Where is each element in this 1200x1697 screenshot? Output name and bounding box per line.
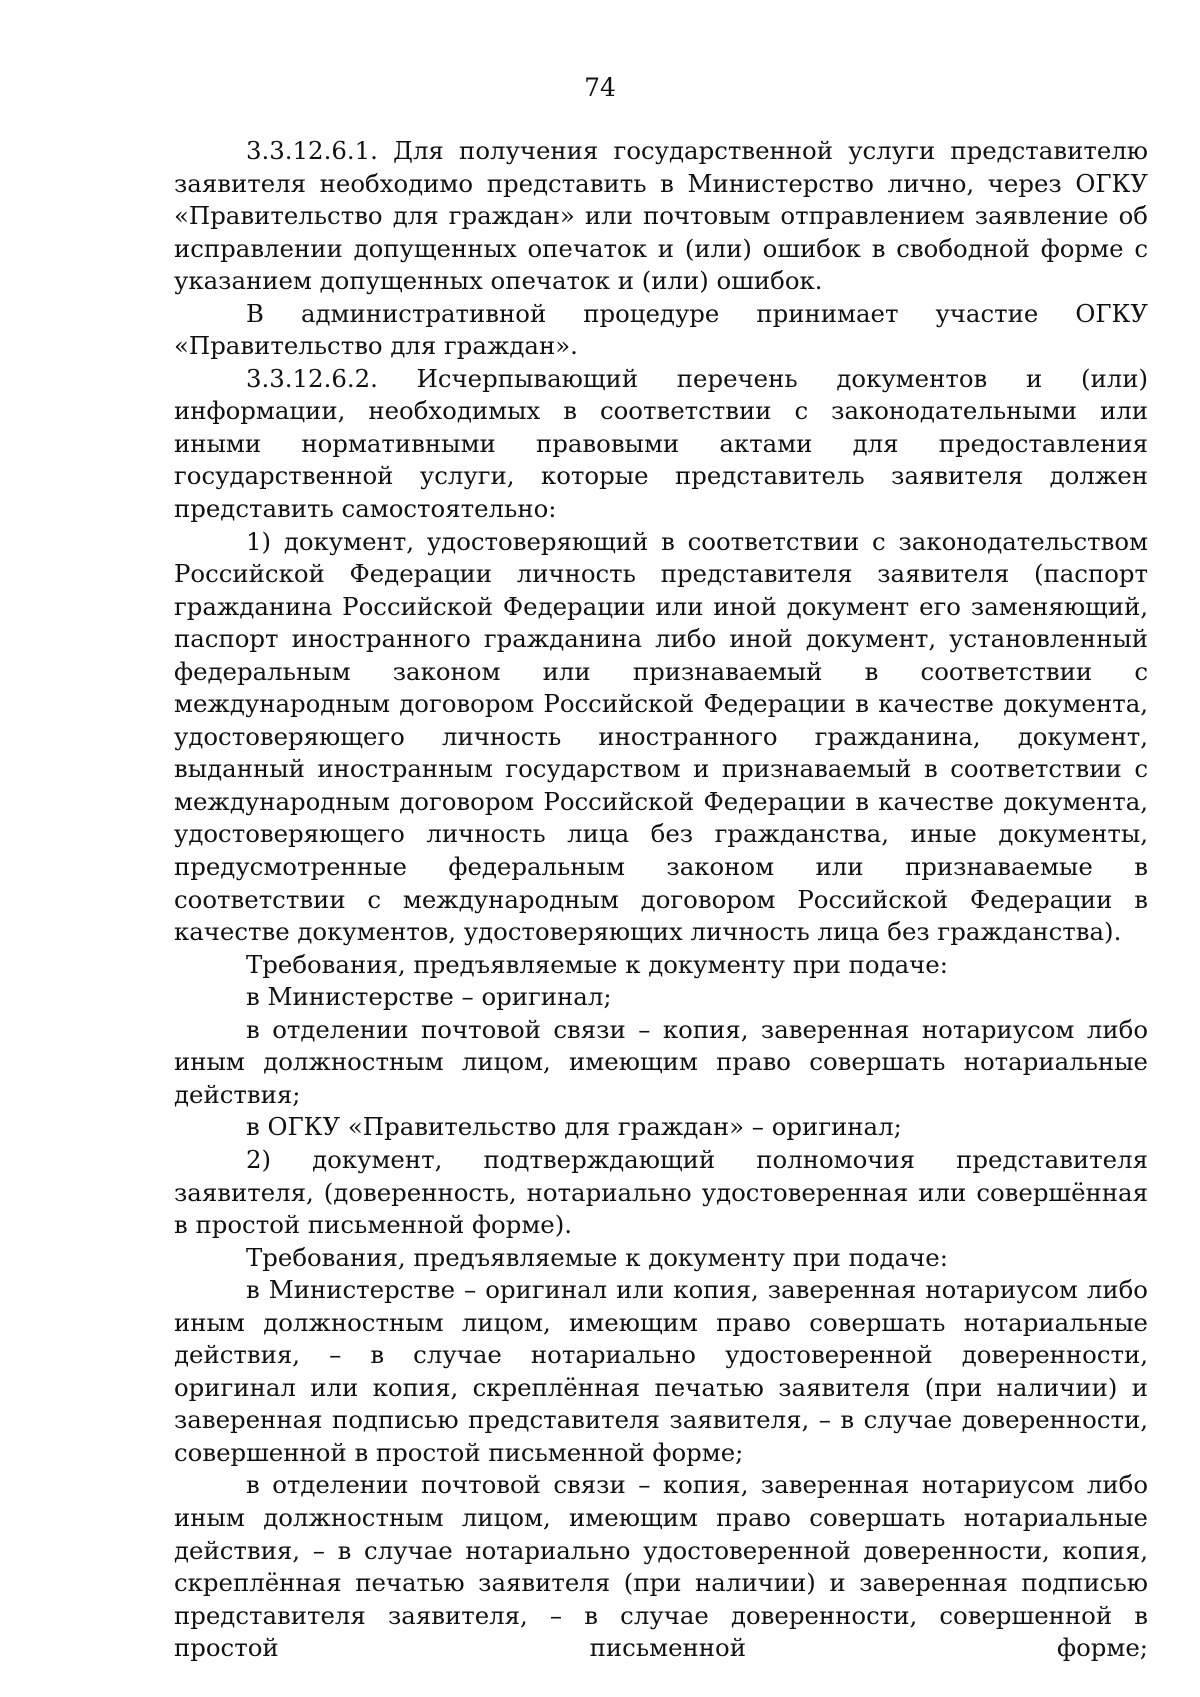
paragraph-ministry-original: в Министерстве – оригинал; xyxy=(246,982,612,1012)
document-body xyxy=(174,135,1148,1665)
page-number: 74 xyxy=(584,73,616,102)
paragraph-procedure-participant: В административной процедуре принимает участие ОГКУ «Правительство для граждан». xyxy=(174,298,1148,361)
paragraph-post-office-copy-2: в отделении почтовой связи – копия, заверенная нотариусом либо иным должностным лицом, имеющим право совершать нотариальные действия, – в случае нотариально удостоверенной доверенности, копия, скреплённая печатью заявителя (при наличии) и заверенная подписью представителя заявителя, – в случае доверенности, совершенной в простой письменной форме; xyxy=(174,1470,1148,1663)
paragraph-item-2-power-of-attorney: 2) документ, подтверждающий полномочия представителя заявителя, (доверенность, нотариально удостоверенная или совершённая в простой письменной форме). xyxy=(174,1144,1148,1240)
paragraph-requirements-heading-1: Требования, предъявляемые к документу при подаче: xyxy=(246,949,948,979)
paragraph-ogku-original: в ОГКУ «Правительство для граждан» – оригинал; xyxy=(246,1112,902,1142)
paragraph-3-3-12-6-2: 3.3.12.6.2. Исчерпывающий перечень документов и (или) информации, необходимых в соответствии с законодательными или иными нормативными правовыми актами для предоставления государственной услуги, которые представитель заявителя должен представить самостоятельно: xyxy=(174,363,1148,524)
paragraph-ministry-original-or-copy: в Министерстве – оригинал или копия, заверенная нотариусом либо иным должностным лицом, имеющим право совершать нотариальные действия, – в случае нотариально удостоверенной доверенности, оригинал или копия, скреплённая печатью заявителя (при наличии) и заверенная подписью представителя заявителя, – в случае доверенности, совершенной в простой письменной форме; xyxy=(174,1275,1148,1467)
paragraph-item-1-identity-document: 1) документ, удостоверяющий в соответствии с законодательством Российской Федерации личность представителя заявителя (паспорт гражданина Российской Федерации или иной документ его заменяющий, паспорт иностранного гражданина либо иной документ, установленный федеральным законом или признаваемый в соответствии с международным договором Российской Федерации в качестве документа, удостоверяющего личность иностранного гражданина, документ, выданный иностранным государством и признаваемый в соответствии с международным договором Российской Федерации в качестве документа, удостоверяющего личность лица без гражданства, иные документы, предусмотренные федеральным законом или признаваемые в соответствии с международным договором Российской Федерации в качестве документов, удостоверяющих личность лица без гражданства). xyxy=(174,526,1148,947)
paragraph-post-office-copy: в отделении почтовой связи – копия, заверенная нотариусом либо иным должностным лицом, имеющим право совершать нотариальные действия; xyxy=(174,1014,1148,1109)
paragraph-requirements-heading-2: Требования, предъявляемые к документу при подаче: xyxy=(246,1242,948,1272)
paragraph-3-3-12-6-1: 3.3.12.6.1. Для получения государственной услуги представителю заявителя необходимо представить в Министерство лично, через ОГКУ «Правительство для граждан» или почтовым отправлением заявление об исправлении допущенных опечаток и (или) ошибок в свободной форме с указанием допущенных опечаток и (или) ошибок. xyxy=(174,136,1148,296)
